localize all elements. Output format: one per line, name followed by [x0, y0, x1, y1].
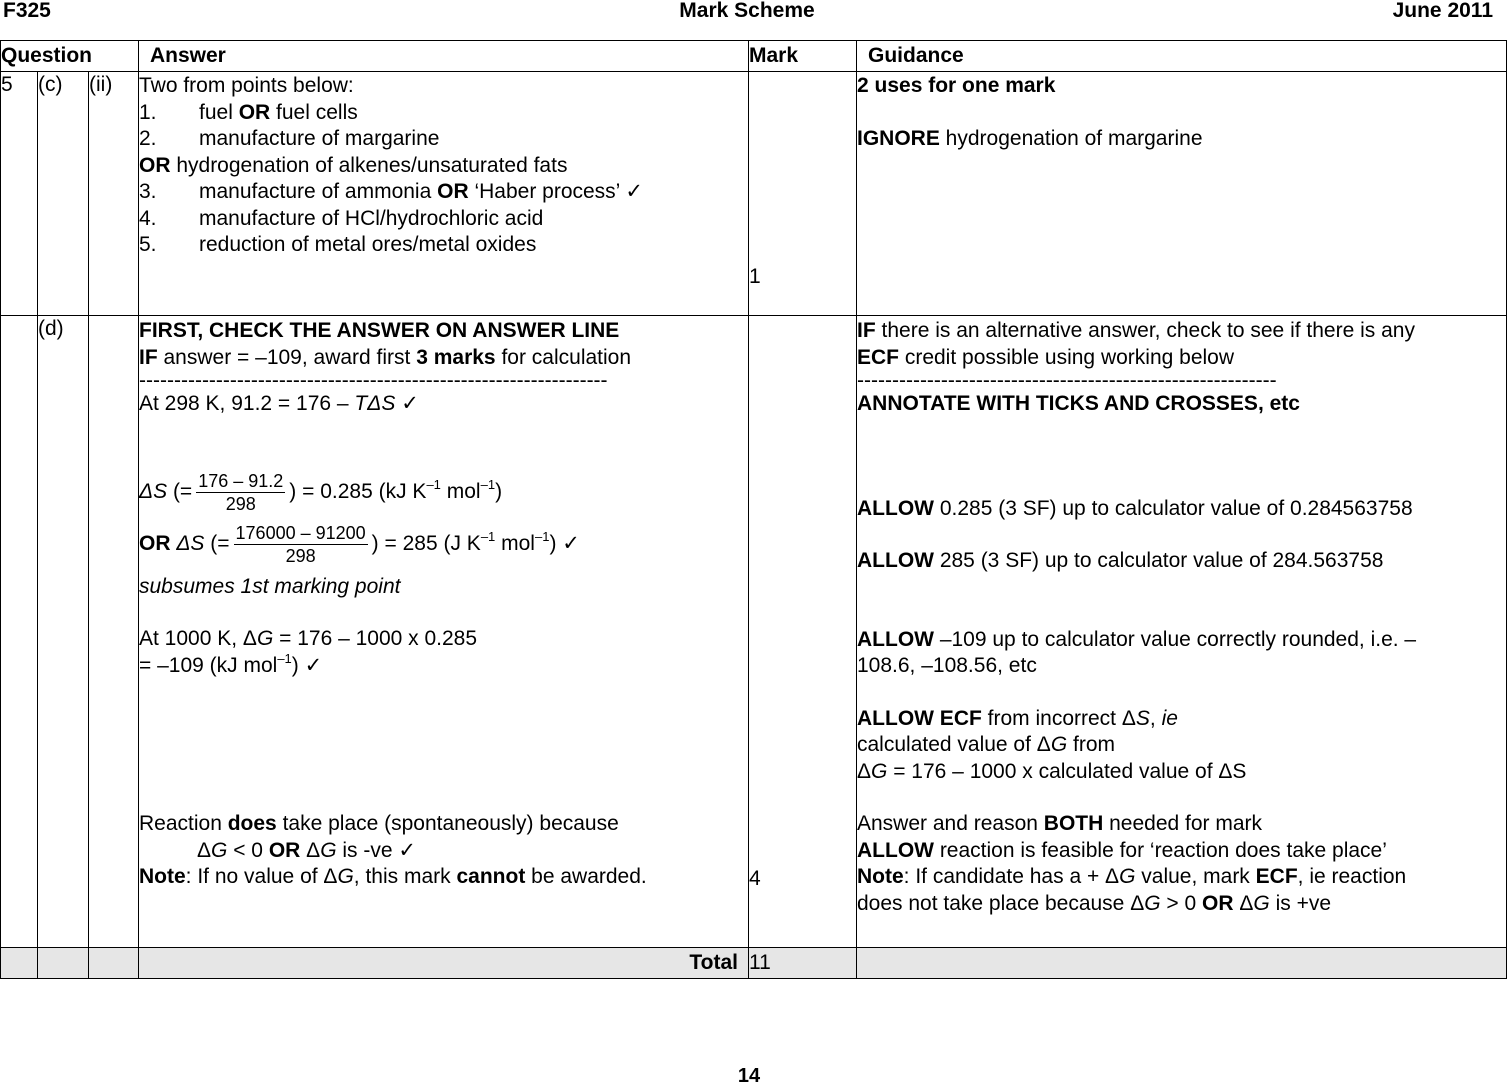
divider: -------------------------------------------------------------------	[139, 371, 608, 391]
answer-cell	[139, 72, 749, 316]
mark-cell: 1	[749, 72, 857, 316]
answer-item: 2. manufacture of margarine	[139, 127, 440, 150]
question-subpart: (ii)	[89, 72, 139, 316]
answer-line: = –109 (kJ mol$^{-1}$) ✓	[139, 650, 323, 677]
question-column-header: Question	[1, 41, 139, 72]
guidance-line: 2 uses for one mark	[857, 74, 1056, 97]
total-label: Total	[139, 948, 749, 979]
answer-line: IF answer = –109, award first 3 marks for calculation	[139, 345, 632, 369]
table-header-row	[1, 41, 1507, 72]
guidance-line: IF there is an alternative answer, check to see if there is any	[857, 319, 1415, 342]
answer-item: 4. manufacture of HCl/hydrochloric acid	[139, 206, 544, 230]
page-number: 14	[737, 1065, 761, 1087]
total-row	[1, 948, 1507, 979]
question-part: (c)	[38, 72, 89, 316]
answer-line: Note: If no value of ΔG, this mark cannot be awarded.	[139, 865, 647, 888]
fraction: $\frac{176 - 91.2}{298}$	[198, 470, 284, 514]
answer-line: FIRST, CHECK THE ANSWER ON ANSWER LINE	[139, 319, 620, 342]
document-title: Mark Scheme	[679, 0, 815, 22]
guidance-line: ALLOW 285 (3 SF) up to calculator value of 284.563758	[857, 549, 1384, 572]
answer-item: OR hydrogenation of alkenes/unsaturated fats	[139, 153, 568, 177]
answer-item: 1. fuel OR fuel cells	[139, 100, 358, 124]
answer-line: At 1000 K, ΔG = 176 – 1000 x 0.285	[139, 627, 478, 650]
guidance-line: ALLOW ECF from incorrect ΔS, ie	[857, 706, 1178, 730]
answer-cell	[139, 316, 749, 948]
answer-line: ΔG < 0 OR ΔG is -ve ✓	[197, 838, 416, 862]
guidance-line: ΔG = 176 – 1000 x calculated value of ΔS	[857, 759, 1247, 783]
guidance-line: ALLOW 0.285 (3 SF) up to calculator value of 0.284563758	[857, 496, 1413, 520]
entropy-calc-j: OR ΔS (= $\frac{176000 - 91200}{298}$ ) = 285 (J $K^{-1}$ mol$^{-1}$) ✓	[139, 522, 580, 566]
answer-item: 5. reduction of metal ores/metal oxides	[139, 233, 537, 256]
mark-scheme-table	[0, 40, 1507, 979]
table-row	[1, 316, 1507, 948]
mark-cell: 4	[749, 316, 857, 948]
entropy-calc-kj: ΔS (= $\frac{176 - 91.2}{298}$ ) = 0.285 (kJ $K^{-1}$ mol$^{-1}$)	[139, 470, 503, 514]
table-row	[1, 72, 1507, 316]
guidance-line: does not take place because ΔG > 0 OR ΔG is +ve	[857, 891, 1332, 915]
guidance-cell	[857, 316, 1507, 948]
total-value: 11	[749, 948, 857, 979]
guidance-line: Answer and reason BOTH needed for mark	[857, 812, 1263, 835]
guidance-line: 108.6, –108.56, etc	[857, 654, 1037, 677]
document-code: F325	[3, 0, 51, 22]
answer-line: Two from points below:	[139, 74, 354, 97]
answer-column-header: Answer	[139, 41, 749, 72]
answer-item: 3. manufacture of ammonia OR ‘Haber process’ ✓	[139, 180, 644, 203]
guidance-line: ECF credit possible using working below	[857, 345, 1235, 369]
answer-line: At 298 K, 91.2 = 176 – TΔS ✓	[139, 392, 419, 415]
answer-line: Reaction does take place (spontaneously) because	[139, 812, 619, 835]
guidance-line: ANNOTATE WITH TICKS AND CROSSES, etc	[857, 392, 1300, 415]
guidance-cell	[857, 72, 1507, 316]
guidance-line: calculated value of ΔG from	[857, 733, 1115, 756]
guidance-column-header: Guidance	[857, 41, 1507, 72]
guidance-line: ALLOW reaction is feasible for ‘reaction does take place’	[857, 838, 1387, 862]
answer-line: subsumes 1st marking point	[139, 574, 401, 598]
fraction: $\frac{176000 - 91200}{298}$	[235, 522, 366, 566]
divider: ------------------------------------------------------------	[857, 371, 1277, 391]
document-date: June 2011	[1392, 0, 1493, 22]
guidance-line: Note: If candidate has a + ΔG value, mark ECF, ie reaction	[857, 865, 1407, 888]
mark-column-header: Mark	[749, 41, 857, 72]
guidance-line: ALLOW –109 up to calculator value correctly rounded, i.e. –	[857, 627, 1417, 651]
question-part: (d)	[38, 316, 89, 948]
guidance-line: IGNORE hydrogenation of margarine	[857, 127, 1203, 150]
question-number: 5	[1, 72, 38, 316]
